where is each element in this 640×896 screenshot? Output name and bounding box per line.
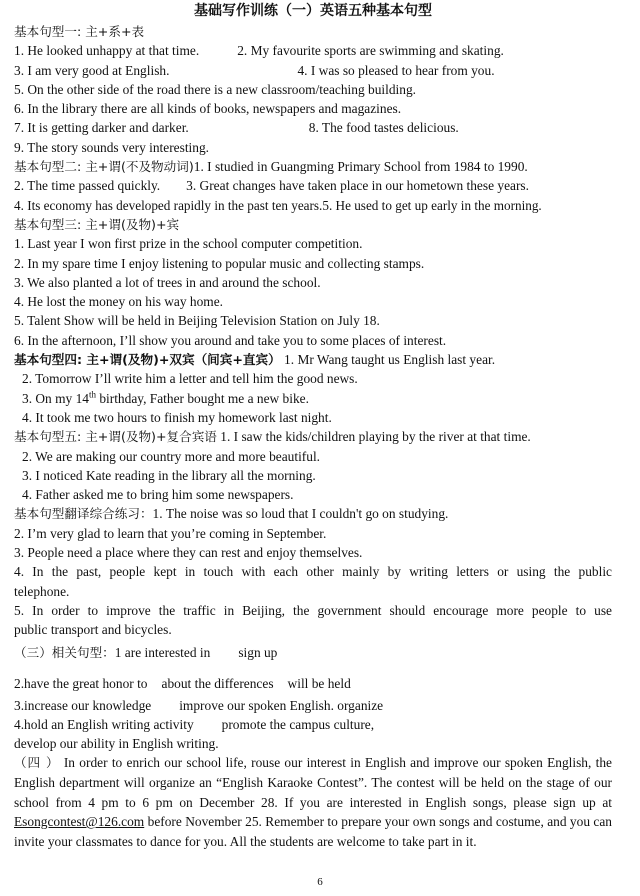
phrase: improve our spoken English. organize <box>179 697 384 713</box>
phrase: 3.increase our knowledge <box>14 697 152 713</box>
sentence-line: 4. Father asked me to bring him some newspapers. <box>22 487 294 503</box>
sentence-line: 4. Its economy has developed rapidly in the past ten years.5. He used to get up early in the morning. <box>14 197 542 213</box>
sentence-line <box>14 176 612 195</box>
phrase: promote the campus culture, <box>221 716 375 732</box>
ordinal-suffix: th <box>88 389 96 400</box>
section-7-heading <box>14 640 612 665</box>
sentence: 3. Great changes have taken place in our hometown these years. <box>186 178 529 194</box>
sentence-line: 3. I noticed Kate reading in the library all the morning. <box>22 467 316 483</box>
sentence: 1. Mr Wang taught us English last year. <box>284 352 496 368</box>
sentence-line: telephone. <box>14 583 70 599</box>
sentence: 7. It is getting darker and darker. <box>14 120 189 136</box>
sentence: 1. He looked unhappy at that time. <box>14 43 200 59</box>
sentence-line: 3. People need a place where they can rest and enjoy themselves. <box>14 545 363 561</box>
phrase: 2.have the great honor to <box>14 675 148 691</box>
section-8-paragraph <box>14 753 612 851</box>
phrase-line: develop our ability in English writing. <box>14 736 219 752</box>
sentence-line: 6. In the library there are all kinds of books, newspapers and magazines. <box>14 101 402 117</box>
sentence: 2. My favourite sports are swimming and skating. <box>237 43 504 59</box>
page-number: 6 <box>317 876 323 888</box>
sentence: 4. I was so pleased to hear from you. <box>297 62 495 78</box>
sentence-part: 3. On my 14 <box>22 390 89 406</box>
paragraph-text: before November 25. Remember to prepare your own songs and costume, and you can invite your classmates to dance for you. All the students are welcome to take part in it. <box>14 814 612 849</box>
section-4-heading <box>14 350 612 369</box>
sentence-line <box>14 389 612 408</box>
sentence-line: 4. It took me two hours to finish my homework last night. <box>22 409 332 425</box>
email-link[interactable]: Esongcontest@126.com <box>14 814 145 830</box>
heading-text: 基本句型一: 主+系+表 <box>14 24 145 39</box>
sentence-line: 3. We also planted a lot of trees in and around the school. <box>14 274 321 290</box>
section-1-heading <box>14 22 612 41</box>
section-3-heading <box>14 215 612 234</box>
sentence-line: 5. On the other side of the road there is a new classroom/teaching building. <box>14 81 416 97</box>
section-6-heading <box>14 504 612 523</box>
heading-text: 基本句型四: 主+谓(及物)+双宾（间宾+直宾） <box>14 352 281 368</box>
sentence-line: 5. Talent Show will be held in Beijing Television Station on July 18. <box>14 313 380 329</box>
sentence-line: 4. He lost the money on his way home. <box>14 294 224 310</box>
heading-text: 基本句型二: 主+谓(不及物动词) <box>14 159 194 175</box>
phrase: will be held <box>287 675 351 691</box>
sentence-line: 5. In order to improve the traffic in Beijing, the government should encourage more people to use <box>14 602 612 618</box>
heading-text: （四 ） <box>14 755 60 771</box>
sentence-line: 2. In my spare time I enjoy listening to popular music and collecting stamps. <box>14 255 425 271</box>
phrase: 4.hold an English writing activity <box>14 716 194 732</box>
paragraph-text: In order to enrich our school life, rouse our interest in English and improve our spoken English, the English department will organize an “English Karaoke Contest”. The contest will be held on the stage of our school from 4 pm to 6 pm on December 28. If you are interested in English songs, please sign up at <box>14 755 612 810</box>
phrase-line <box>14 696 612 715</box>
section-5-heading <box>14 427 612 446</box>
sentence: 1. The noise was so loud that I couldn't go on studying. <box>152 506 449 522</box>
sentence-line: 2. We are making our country more and more beautiful. <box>22 448 321 464</box>
sentence-line: 2. Tomorrow I’ll write him a letter and tell him the good news. <box>22 371 358 387</box>
sentence-line: 2. I’m very glad to learn that you’re coming in September. <box>14 525 327 541</box>
phrase-line <box>14 671 612 696</box>
phrase: sign up <box>238 644 278 660</box>
sentence-line: 4. In the past, people kept in touch with each other mainly by writing letters or using the public <box>14 564 612 580</box>
document-page <box>14 0 612 851</box>
sentence: 8. The food tastes delicious. <box>308 120 459 136</box>
phrase: about the differences <box>161 675 274 691</box>
sentence-line: 9. The story sounds very interesting. <box>14 139 210 155</box>
heading-text: （三）相关句型： <box>14 644 115 660</box>
sentence-part: birthday, Father bought me a new bike. <box>95 390 309 406</box>
sentence: 2. The time passed quickly. <box>14 178 161 194</box>
sentence: 1. I studied in Guangming Primary School from 1984 to 1990. <box>193 159 528 175</box>
sentence: 3. I am very good at English. <box>14 62 170 78</box>
sentence-line: 1. Last year I won first prize in the school computer competition. <box>14 236 363 252</box>
phrase-line <box>14 715 612 734</box>
sentence-line <box>14 61 612 80</box>
sentence-line <box>14 41 612 60</box>
section-2-heading <box>14 157 612 176</box>
heading-text: 基本句型翻译综合练习： <box>14 506 153 522</box>
sentence-line: 6. In the afternoon, I’ll show you around and take you to some places of interest. <box>14 332 447 348</box>
sentence-line: public transport and bicycles. <box>14 622 172 638</box>
page-title: 基础写作训练（一）英语五种基本句型 <box>194 3 432 19</box>
sentence: 1. I saw the kids/children playing by the river at that time. <box>220 429 531 445</box>
phrase: 1 are interested in <box>114 644 211 660</box>
sentence-line <box>14 118 612 137</box>
heading-text: 基本句型五: 主+谓(及物)+复合宾语 <box>14 429 217 445</box>
heading-text: 基本句型三: 主+谓(及物)+宾 <box>14 216 180 232</box>
